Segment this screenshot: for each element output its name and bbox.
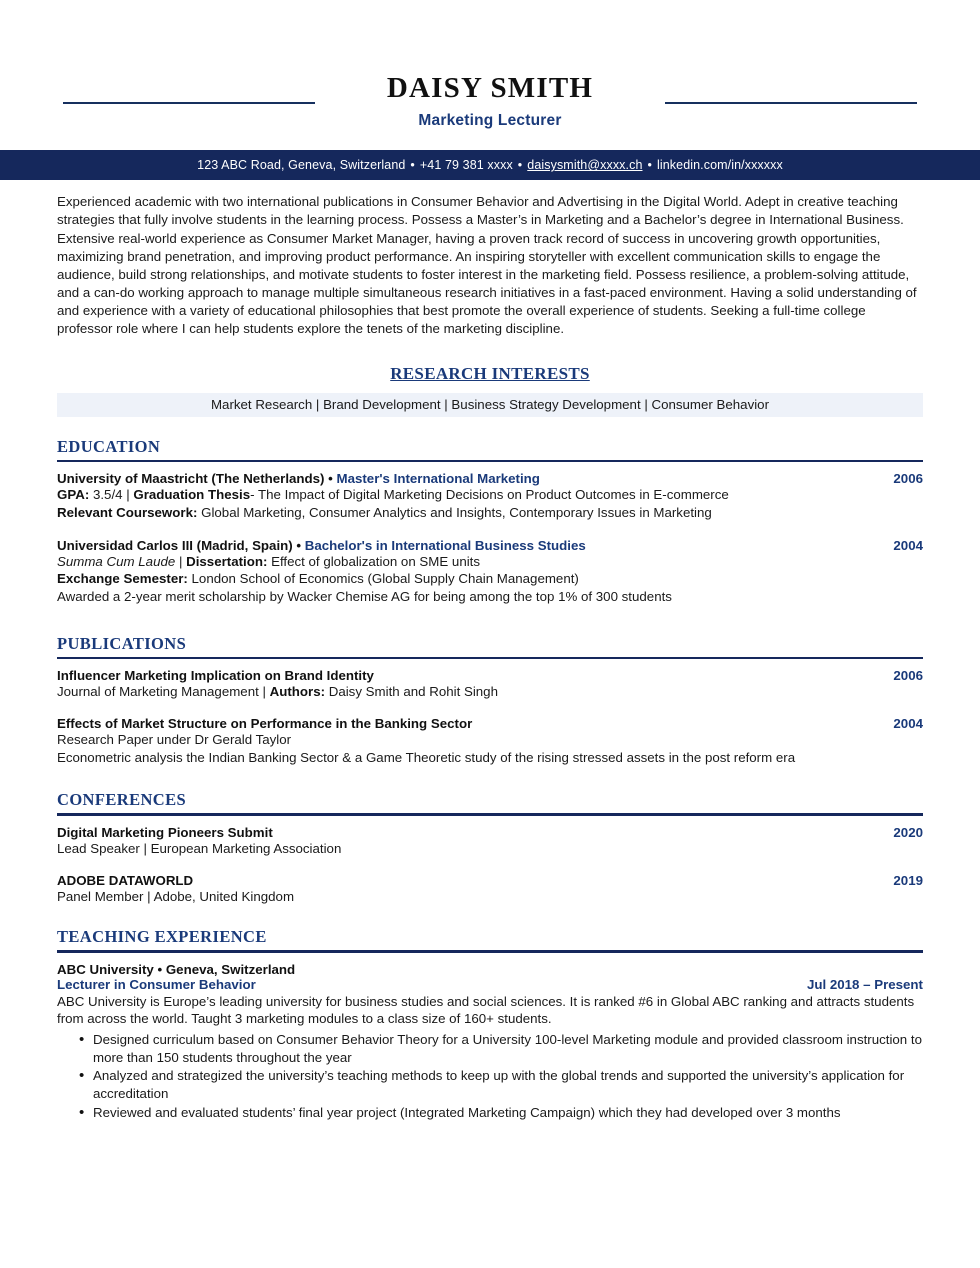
publication-authors: Daisy Smith and Rohit Singh <box>325 684 498 700</box>
contact-separator-1: • <box>410 158 415 173</box>
contact-linkedin: linkedin.com/in/xxxxxx <box>656 158 783 173</box>
conference-role: Lead Speaker | European Marketing Association <box>57 840 342 856</box>
publication-title: Influencer Marketing Implication on Brand Identity <box>57 668 374 684</box>
education-coursework-label: Relevant Coursework: <box>57 505 198 521</box>
education-section <box>57 437 923 606</box>
list-item: • Reviewed and evaluated students’ final year project (Integrated Marketing Campaign) which they had developed over 3 months <box>79 1104 923 1122</box>
teaching-date: Jul 2018 – Present <box>806 976 923 992</box>
education-dissertation-value: Effect of globalization on SME units <box>267 553 481 569</box>
conferences-section-rule <box>57 813 923 816</box>
conference-date: 2020 <box>893 824 923 840</box>
publication-title: Effects of Market Structure on Performance in the Banking Sector <box>57 716 473 731</box>
education-exchange-label: Exchange Semester: <box>57 571 188 587</box>
teaching-experience-section <box>57 927 923 1121</box>
education-honors-line <box>57 553 923 571</box>
conference-role: Panel Member | Adobe, United Kingdom <box>57 888 295 904</box>
teaching-bullet-list <box>57 1031 923 1121</box>
education-degree: Master's International Marketing <box>336 471 540 487</box>
publications-section-rule <box>57 657 923 660</box>
research-interests-title: RESEARCH INTERESTS <box>390 363 590 383</box>
education-date: 2004 <box>893 537 923 553</box>
publication-description: Econometric analysis the Indian Banking Sector & a Game Theoretic study of the rising stressed assets in the post reform era <box>57 749 796 765</box>
contact-separator-2: • <box>517 158 523 173</box>
education-school: University of Maastricht (The Netherlands) • <box>57 471 337 487</box>
contact-bar <box>0 150 980 180</box>
publication-detail-line <box>57 683 923 701</box>
publications-section <box>57 634 923 767</box>
publication-entry <box>57 668 923 701</box>
education-detail-line <box>57 486 923 504</box>
teaching-entry <box>57 962 923 1122</box>
education-section-rule <box>57 460 923 463</box>
education-dissertation-label: Dissertation: <box>186 553 268 569</box>
contact-separator-3: • <box>647 158 652 173</box>
education-gpa-value: 3.5/4 | <box>89 487 134 503</box>
resume-header <box>0 0 980 130</box>
education-entry <box>57 538 923 606</box>
conferences-section <box>57 790 923 905</box>
education-entry-heading <box>57 538 586 553</box>
list-item: • Analyzed and strategized the university’s teaching methods to keep up with the global trends and supported the university’s application for accreditation <box>79 1067 923 1102</box>
education-exchange-value: London School of Economics (Global Supply Chain Management) <box>187 571 579 587</box>
education-school: Universidad Carlos III (Madrid, Spain) • <box>57 537 305 553</box>
publication-authors-label: Authors: <box>269 684 326 700</box>
teaching-description: ABC University is Europe’s leading university for business studies and social sciences. It is ranked #6 in Global ABC ranking and attracts students from across the world. Taught 3 marketing modules to a class size of 160+ students. <box>57 993 915 1027</box>
conference-entry <box>57 825 923 858</box>
publications-section-title: PUBLICATIONS <box>57 633 187 653</box>
conference-entry <box>57 873 923 906</box>
teaching-role: Lecturer in Consumer Behavior <box>57 976 256 992</box>
education-thesis-label: Graduation Thesis <box>133 487 251 503</box>
candidate-job-title: Marketing Lecturer <box>418 112 562 130</box>
publication-journal: Journal of Marketing Management | <box>57 684 270 700</box>
contact-email-link[interactable]: daisysmith@xxxx.ch <box>527 158 643 173</box>
teaching-employer: ABC University • Geneva, Switzerland <box>57 961 296 977</box>
education-section-title: EDUCATION <box>57 436 161 456</box>
education-coursework-value: Global Marketing, Consumer Analytics and Insights, Contemporary Issues in Marketing <box>197 505 712 521</box>
education-award-line: Awarded a 2-year merit scholarship by Wacker Chemise AG for being among the top 1% of 300 students <box>57 589 672 605</box>
education-thesis-value: - The Impact of Digital Marketing Decisions on Product Outcomes in E-commerce <box>250 487 729 503</box>
list-item: • Designed curriculum based on Consumer Behavior Theory for a University 100-level Marketing module and provided classroom instruction to more than 150 students throughout the year <box>79 1031 923 1066</box>
conference-title: ADOBE DATAWORLD <box>57 872 194 888</box>
candidate-name: DAISY SMITH <box>386 72 594 104</box>
education-honors: Summa Cum Laude <box>57 553 176 569</box>
header-rule-left <box>63 102 315 104</box>
education-entry-heading <box>57 471 540 486</box>
teaching-experience-section-rule <box>57 950 923 953</box>
education-entry <box>57 471 923 521</box>
name-block <box>315 72 665 130</box>
publication-date: 2006 <box>893 668 923 684</box>
publication-entry <box>57 716 923 766</box>
education-degree: Bachelor's in International Business Studies <box>304 537 586 553</box>
publication-supervisor: Research Paper under Dr Gerald Taylor <box>57 732 292 747</box>
resume-body <box>0 193 980 1121</box>
conference-date: 2019 <box>893 872 923 888</box>
research-interests-items: Market Research | Brand Development | Business Strategy Development | Consumer Behavior <box>57 393 923 417</box>
contact-phone: +41 79 381 xxxx <box>419 158 513 173</box>
education-exchange-line <box>57 570 923 588</box>
teaching-experience-section-title: TEACHING EXPERIENCE <box>57 927 267 947</box>
professional-summary: Experienced academic with two international publications in Consumer Behavior and Advertising in the Digital World. Adept in creative teaching strategies that fully involve students in the learning process. Possess a Master’s in Marketing and a Bachelor’s degree in International Business. Extensive real-world experience as Consumer Market Manager, having a proven track record of success in uncovering growth opportunities, maximizing brand penetration, and improving product performance. An inspiring storyteller with excellent communication skills to engage the audience, build strong relationships, and motivate students to foster interest in the marketing field. Possess resilience, a problem-solving attitude, and a can-do working approach to manage multiple simultaneous research initiatives in a fast-paced environment. Having a solid understanding of and experience with a variety of educational philosophies that best promote the overall experience of students. Seeking a full-time college professor role where I can help students explore the tenets of the marketing discipline. <box>57 194 917 336</box>
contact-address: 123 ABC Road, Geneva, Switzerland <box>197 158 406 173</box>
header-rule-right <box>665 102 917 104</box>
research-interests-section <box>57 364 923 417</box>
conference-title: Digital Marketing Pioneers Submit <box>57 824 273 840</box>
publication-date: 2004 <box>893 716 923 731</box>
education-coursework-line <box>57 504 923 522</box>
education-date: 2006 <box>893 471 923 487</box>
education-gpa-label: GPA: <box>57 487 90 503</box>
conferences-section-title: CONFERENCES <box>57 790 187 810</box>
education-honors-sep: | <box>175 553 187 569</box>
